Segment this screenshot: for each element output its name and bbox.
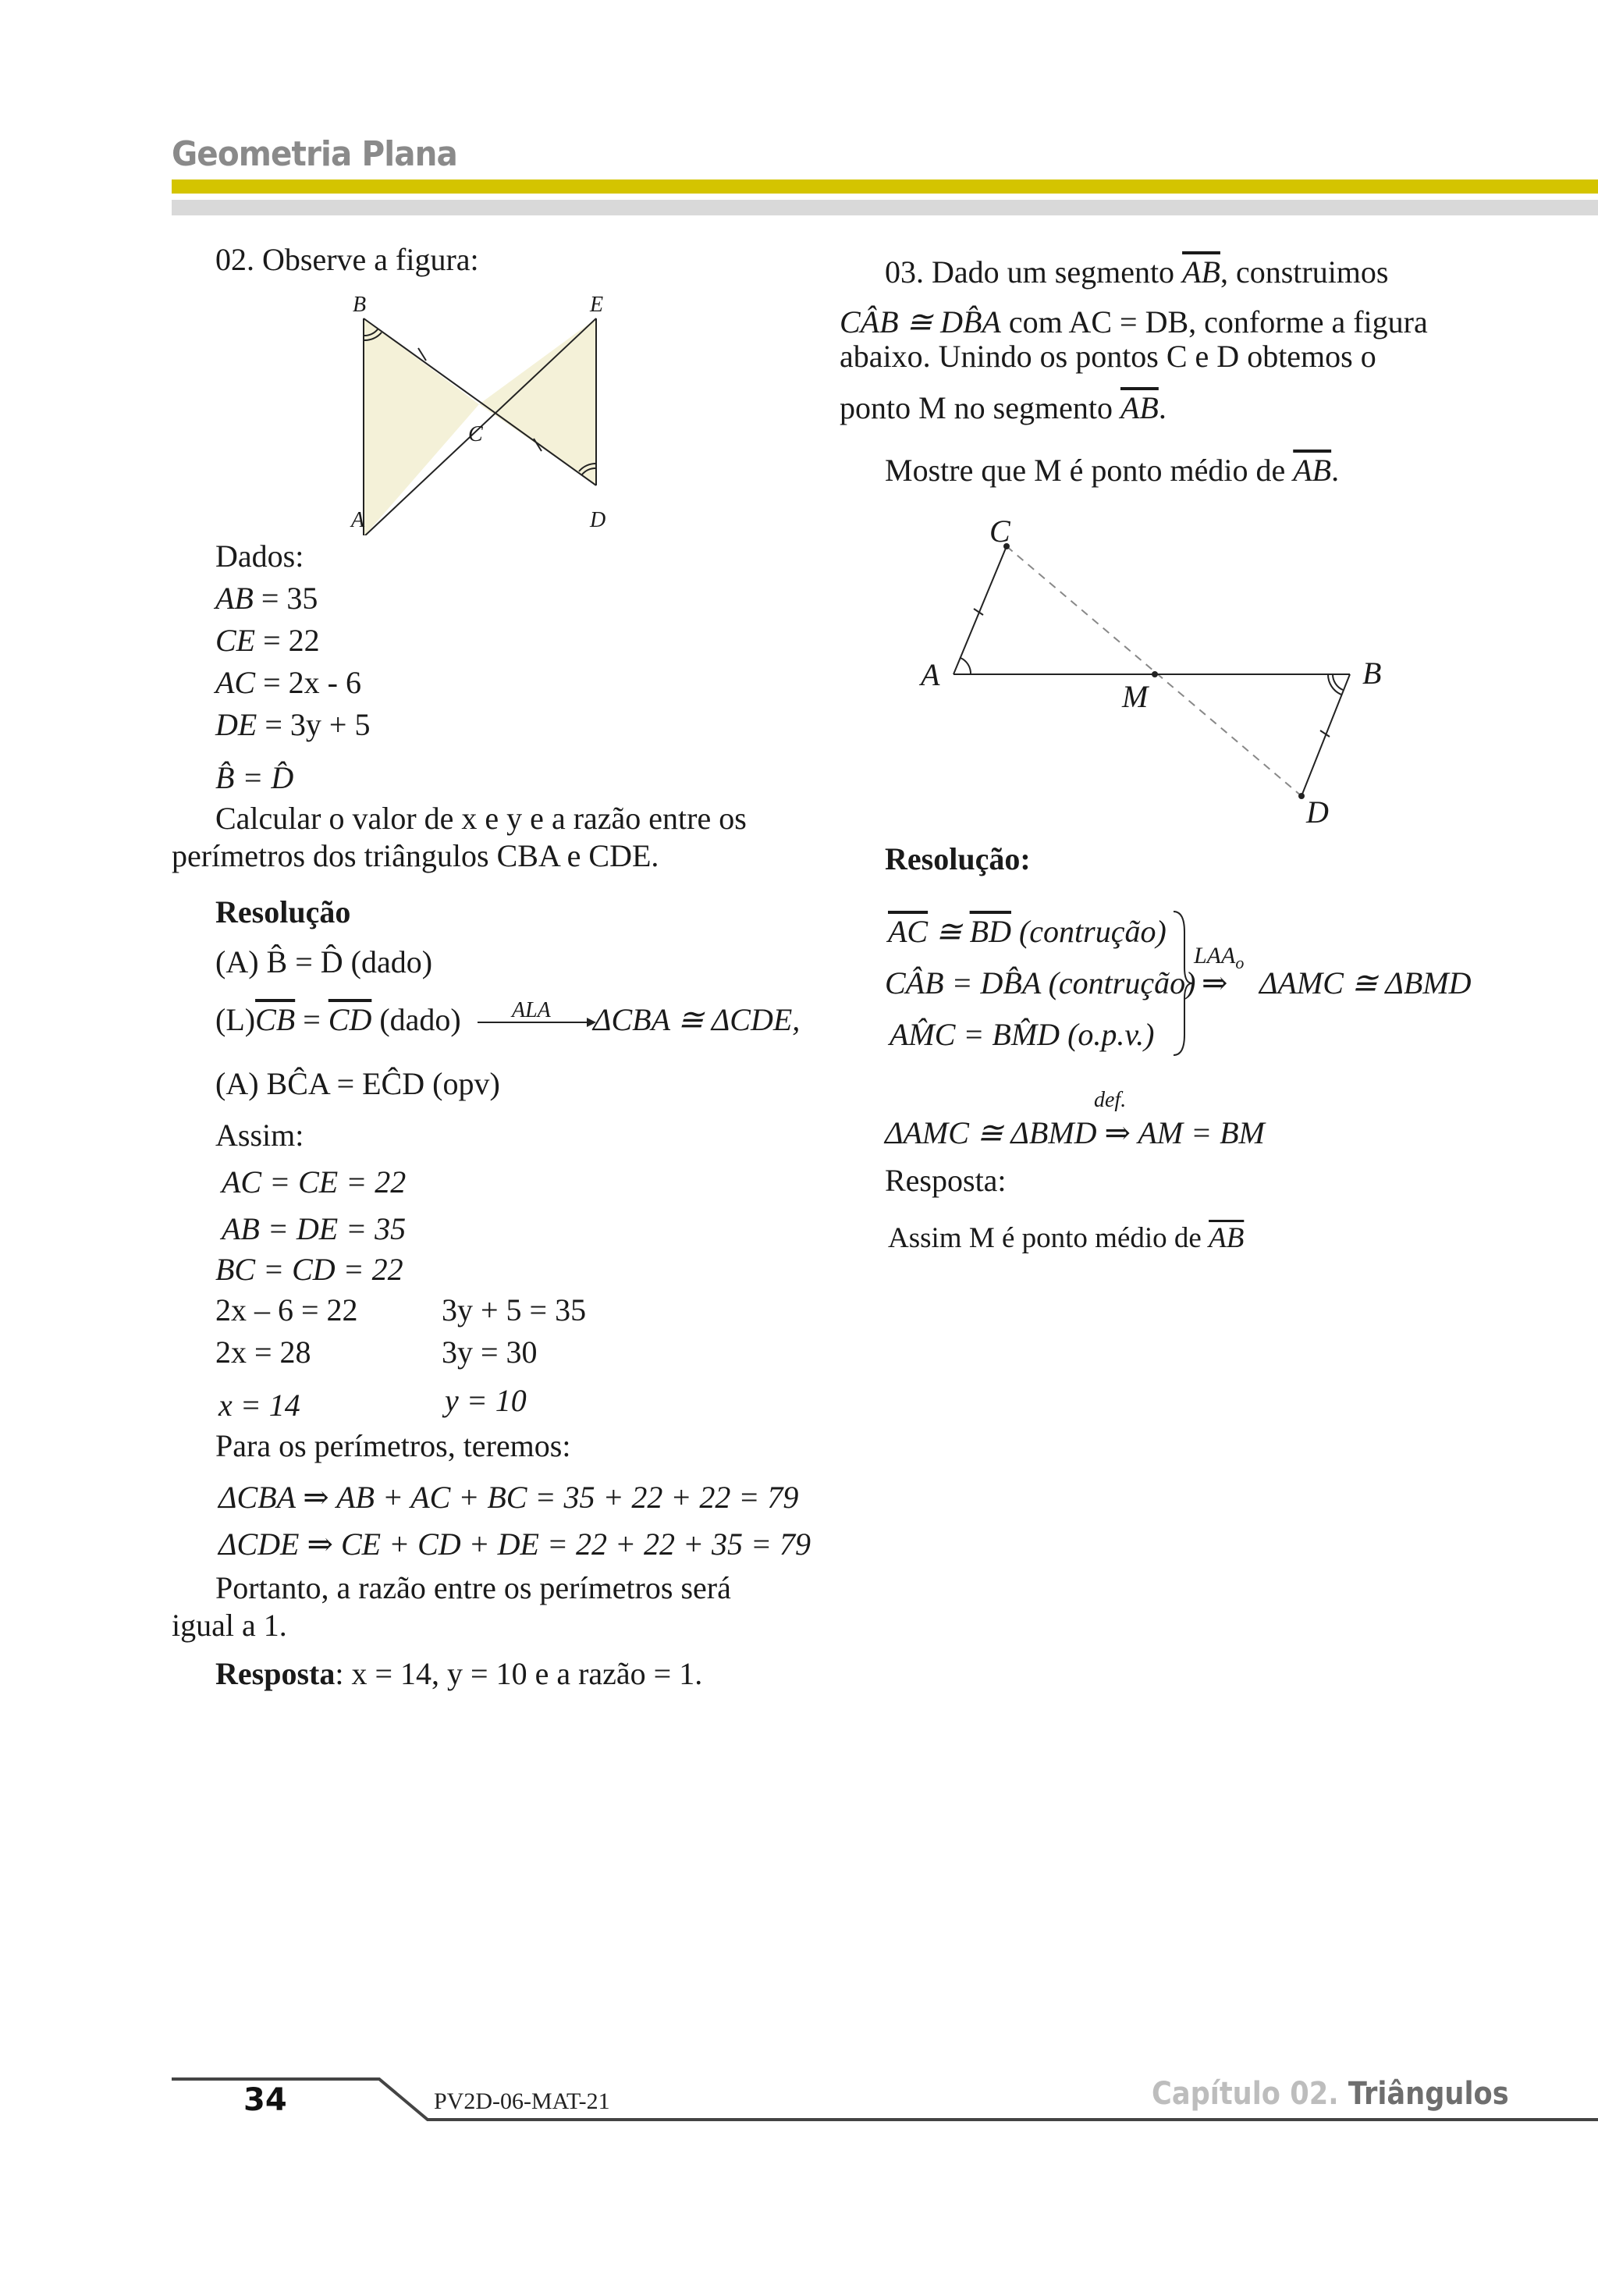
q02-portanto-2: igual a 1. bbox=[172, 1608, 287, 1643]
q02-dados-label: Dados: bbox=[215, 538, 304, 574]
q02-solve-right-2: 3y = 30 bbox=[442, 1335, 538, 1370]
q02-solve-left-2: 2x = 28 bbox=[215, 1335, 311, 1370]
q02-res-l: $(L)\overline{CB} = \overline{CD}$ (dado) bbox=[215, 1002, 461, 1037]
q03-laa-label: $LAA_o$ bbox=[1194, 943, 1245, 972]
footer-chapter: Capítulo 02. Triângulos bbox=[1152, 2076, 1509, 2112]
angle-b-arc bbox=[1333, 674, 1343, 690]
q02-solve-right-1: 3y + 5 = 35 bbox=[442, 1292, 587, 1327]
segment-bd bbox=[1301, 674, 1350, 796]
q02-intro: 02. Observe a figura: bbox=[215, 242, 479, 277]
q02-perim-2: ΔCDE ⇒ CE + CD + DE = 22 + 22 + 35 = 79 bbox=[218, 1527, 811, 1562]
q03-resolucao-label: Resolução: bbox=[885, 841, 1031, 876]
footer-code: PV2D-06-MAT-21 bbox=[434, 2088, 610, 2114]
q02-label-c: C bbox=[468, 422, 483, 446]
point-d bbox=[1298, 793, 1305, 799]
q02-solve-left-3: x = 14 bbox=[218, 1388, 300, 1423]
q02-ala-label: ALA bbox=[512, 998, 551, 1022]
q03-mostre: Mostre que M é ponto médio de $\overline{AB}$. bbox=[885, 453, 1340, 488]
q02-dado-de: DE = 3y + 5 bbox=[215, 707, 371, 742]
q02-solve-left-1: 2x – 6 = 22 bbox=[215, 1292, 358, 1327]
q02-res-a1: (A) B̂ = D̂ (dado) bbox=[215, 944, 433, 979]
segment-ac bbox=[953, 546, 1007, 674]
q03-label-b: B bbox=[1362, 656, 1382, 691]
q02-res-l-result: ΔCBA ≅ ΔCDE, bbox=[593, 1002, 801, 1037]
q03-laa-arrow: ⇒ bbox=[1202, 965, 1228, 1001]
header-title: Geometria Plana bbox=[172, 134, 457, 174]
q03-sys-3: AM̂C = BM̂D (o.p.v.) bbox=[890, 1017, 1155, 1052]
q02-dado-ac: AC = 2x - 6 bbox=[215, 665, 362, 700]
q02-resolucao-label: Resolução bbox=[215, 894, 351, 929]
q03-sys-2: CÂB = DB̂A (contrução) bbox=[885, 965, 1196, 1001]
q02-calc-line1: Calcular o valor de x e y e a razão entre os bbox=[215, 801, 747, 836]
q02-perim-1: ΔCBA ⇒ AB + AC + BC = 35 + 22 + 22 = 79 bbox=[218, 1480, 799, 1515]
q02-perim-intro: Para os perímetros, teremos: bbox=[215, 1428, 571, 1463]
page-number: 34 bbox=[243, 2082, 287, 2118]
q02-eq-3: BC = CD = 22 bbox=[215, 1252, 403, 1287]
q02-portanto-1: Portanto, a razão entre os perímetros será bbox=[215, 1570, 731, 1605]
q02-eq-2: AB = DE = 35 bbox=[222, 1211, 407, 1246]
q03-label-a: A bbox=[921, 657, 940, 692]
triangle-cde-fill bbox=[479, 318, 596, 485]
q03-line4: ponto M no segmento $\overline{AB}$. bbox=[840, 390, 1167, 425]
q02-assim: Assim: bbox=[215, 1118, 304, 1153]
q02-dado-ce: CE = 22 bbox=[215, 623, 320, 658]
q02-res-a2: (A) BĈA = EĈD (opv) bbox=[215, 1066, 500, 1101]
q03-resposta-label: Resposta: bbox=[885, 1163, 1007, 1198]
q02-resposta: Resposta: x = 14, y = 10 e a razão = 1. bbox=[215, 1656, 703, 1691]
q03-figure bbox=[929, 531, 1397, 812]
angle-a-arc bbox=[961, 658, 971, 674]
q03-label-d: D bbox=[1306, 794, 1329, 830]
q02-label-a: A bbox=[351, 508, 365, 532]
q03-def-line: ΔAMC ≅ ΔBMD ⇒ AM = BM bbox=[885, 1115, 1265, 1150]
q02-label-b: B bbox=[353, 293, 367, 317]
q03-assim: Assim M é ponto médio de $\overline{AB}$ bbox=[888, 1222, 1245, 1254]
triangle-cba-fill bbox=[364, 318, 479, 535]
q02-label-d: D bbox=[590, 508, 606, 532]
q02-eq-1: AC = CE = 22 bbox=[222, 1164, 407, 1200]
header-gray-bar bbox=[172, 200, 1598, 215]
q03-line3: abaixo. Unindo os pontos C e D obtemos o bbox=[840, 339, 1376, 374]
q03-def-label: def. bbox=[1094, 1088, 1127, 1112]
q03-label-c: C bbox=[989, 514, 1010, 549]
q02-solve-right-3: y = 10 bbox=[445, 1383, 527, 1418]
segment-cd-dashed bbox=[1007, 546, 1301, 796]
q03-line1: 03. Dado um segmento $\overline{AB}$, construimos bbox=[885, 254, 1389, 290]
q02-ala-arrow bbox=[478, 1015, 596, 1030]
q02-label-e: E bbox=[590, 293, 604, 317]
q03-sys-result: ΔAMC ≅ ΔBMD bbox=[1259, 965, 1472, 1001]
header-yellow-bar bbox=[172, 179, 1598, 194]
point-m bbox=[1152, 671, 1158, 677]
angle-b-arc2 bbox=[1328, 674, 1341, 695]
q03-sys-1: $\overline{AC}$ ≅ $\overline{BD}$ (contrução) bbox=[888, 914, 1167, 949]
q02-angle-eq: B̂ = D̂ bbox=[215, 760, 294, 795]
q03-line2: CÂB ≅ DB̂A com AC = DB, conforme a figura bbox=[840, 304, 1428, 339]
q02-dado-ab: AB = 35 bbox=[215, 581, 318, 616]
q02-calc-line2: perímetros dos triângulos CBA e CDE. bbox=[172, 838, 659, 873]
q03-label-m: M bbox=[1122, 679, 1149, 714]
q03-brace bbox=[1170, 908, 1194, 1058]
